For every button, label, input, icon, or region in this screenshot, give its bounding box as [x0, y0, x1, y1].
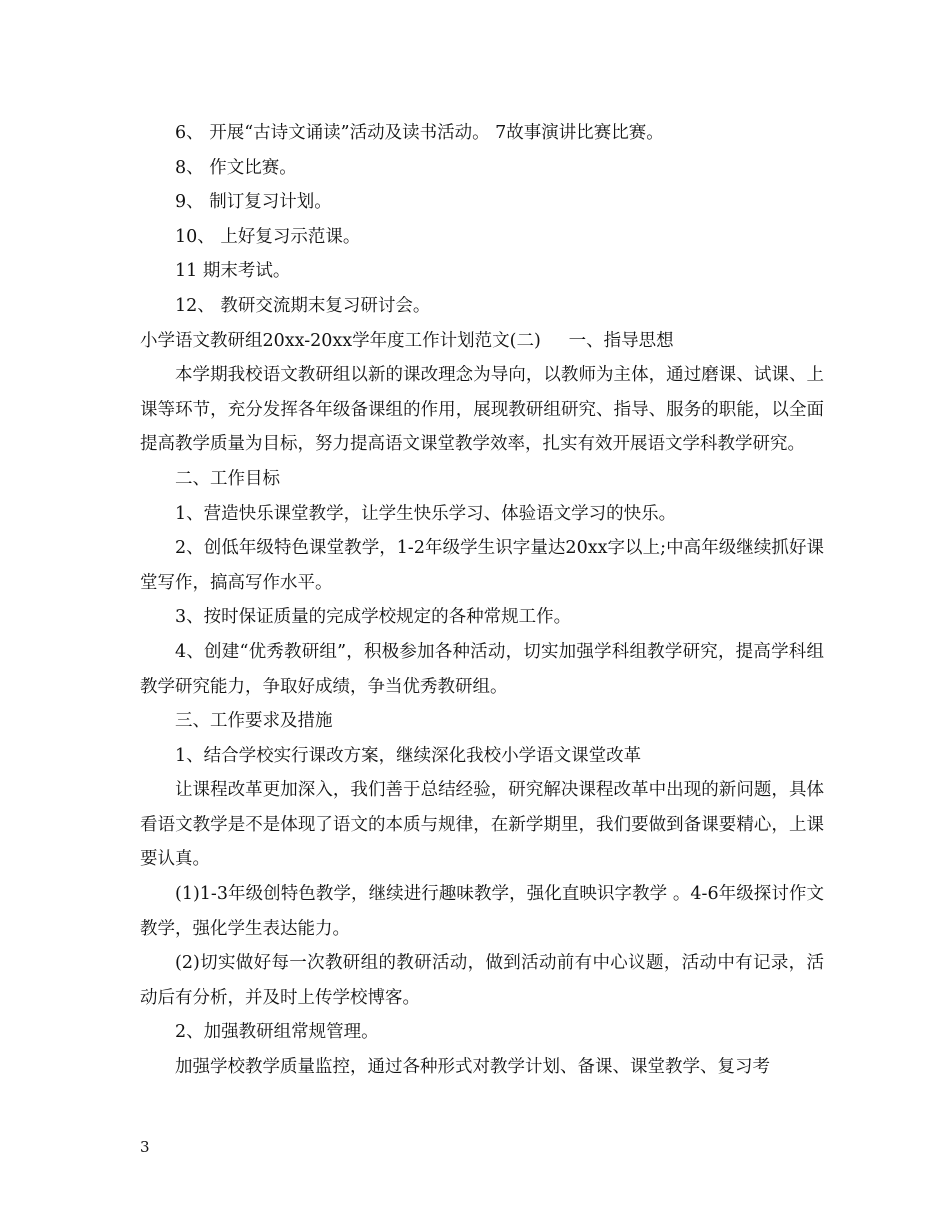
- paragraph: 2、加强教研组常规管理。: [175, 1022, 379, 1043]
- paragraph: (1)1-3年级创特色教学，继续进行趣味教学，强化直映识字教学 。4-6年级探讨作文教学，强化学生表达能力。: [140, 884, 824, 939]
- paragraph: 10、 上好复习示范课。: [175, 226, 361, 247]
- paragraph: 三、工作要求及措施: [175, 711, 333, 732]
- paragraph: 9、 制订复习计划。: [175, 192, 332, 213]
- document-body: [140, 116, 824, 1085]
- paragraph: 3、按时保证质量的完成学校规定的各种常规工作。: [175, 607, 572, 628]
- paragraph: 8、 作文比赛。: [175, 157, 297, 178]
- page-number: 3: [140, 1138, 150, 1156]
- paragraph: 12、 教研交流期末复习研讨会。: [175, 295, 431, 316]
- paragraph: 加强学校教学质量监控，通过各种形式对教学计划、备课、课堂教学、复习考: [175, 1057, 770, 1078]
- paragraph: 1、结合学校实行课改方案，继续深化我校小学语文课堂改革: [175, 745, 642, 766]
- paragraph: 11 期末考试。: [175, 261, 291, 282]
- paragraph: 小学语文教研组20xx-20xx学年度工作计划范文(二) 一、指导思想: [140, 330, 674, 351]
- paragraph: 二、工作目标: [175, 468, 280, 489]
- paragraph: 6、 开展“古诗文诵读”活动及读书活动。 7故事演讲比赛比赛。: [175, 123, 664, 143]
- paragraph: (2)切实做好每一次教研组的教研活动，做到活动前有中心议题，活动中有记录，活动后有分析，并及时上传学校博客。: [140, 953, 824, 1008]
- paragraph: 2、创低年级特色课堂教学，1-2年级学生识字量达20xx字以上;中高年级继续抓好课堂写作，搞高写作水平。: [140, 538, 824, 593]
- paragraph: 本学期我校语文教研组以新的课改理念为导向，以教师为主体，通过磨课、试课、上课等环节，充分发挥各年级备课组的作用，展现教研组研究、指导、服务的职能，以全面提高教学质量为目标，努力提高语文课堂教学效率，扎实有效开展语文学科教学研究。: [140, 365, 824, 455]
- paragraph: 1、营造快乐课堂教学，让学生快乐学习、体验语文学习的快乐。: [175, 503, 677, 524]
- paragraph: 4、创建“优秀教研组”，积极参加各种活动，切实加强学科组教学研究，提高学科组教学研究能力，争取好成绩，争当优秀教研组。: [140, 641, 824, 697]
- paragraph: 让课程改革更加深入，我们善于总结经验，研究解决课程改革中出现的新问题，具体看语文教学是不是体现了语文的本质与规律，在新学期里，我们要做到备课要精心，上课要认真。: [140, 780, 824, 870]
